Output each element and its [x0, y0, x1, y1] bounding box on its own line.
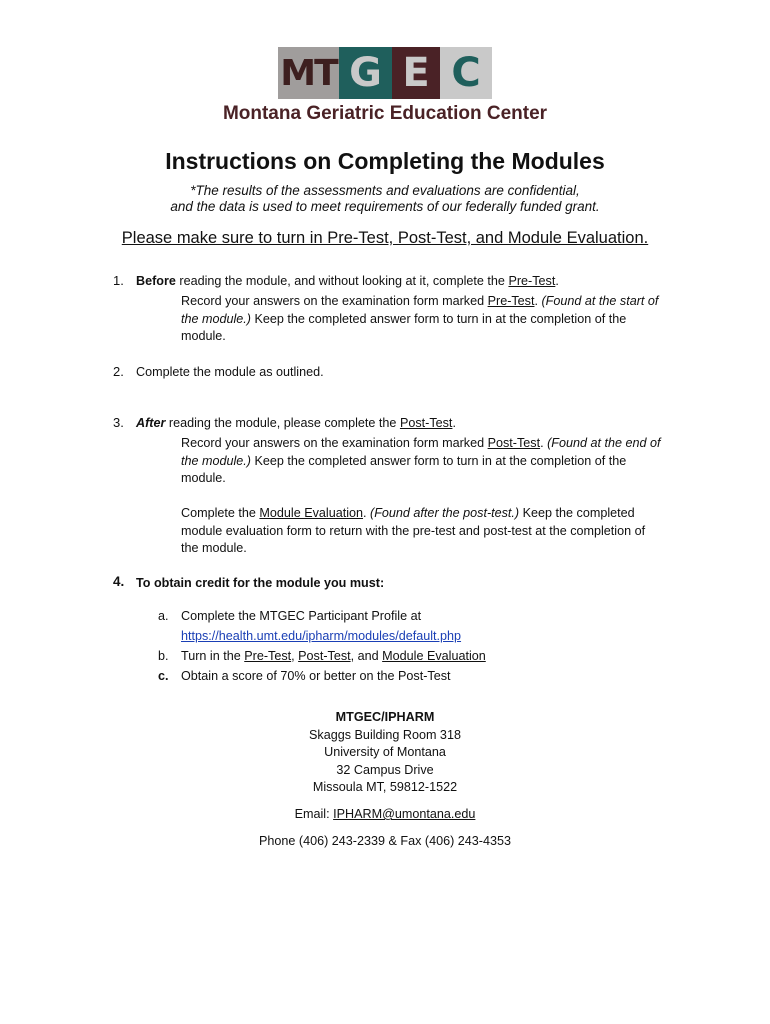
- item-b-sep-2: , and: [350, 649, 383, 663]
- step-4-heading: To obtain credit for the module you must:: [136, 576, 385, 590]
- step-2-number: 2.: [113, 364, 124, 379]
- contact-org: MTGEC/IPHARM: [335, 710, 435, 724]
- turn-in-banner: Please make sure to turn in Pre-Test, Post-Test, and Module Evaluation.: [121, 229, 649, 247]
- item-c-label: c.: [158, 669, 169, 683]
- page-title: Instructions on Completing the Modules: [165, 148, 605, 174]
- step-1-body: reading the module, and without looking at it, complete the: [175, 274, 509, 288]
- step-1-detail: [181, 293, 681, 346]
- email-label: Email:: [294, 807, 334, 821]
- post-test-link: Post-Test: [399, 416, 453, 430]
- item-b-pre-test: Pre-Test: [244, 649, 292, 663]
- logo-mt: MT: [278, 47, 339, 99]
- item-c-text: Obtain a score of 70% or better on the Post-Test: [181, 669, 451, 683]
- step-3-detail-d: module.: [181, 471, 226, 485]
- step-3-text: [136, 415, 456, 433]
- item-b-text: [181, 648, 486, 666]
- step-2-text: Complete the module as outlined.: [136, 365, 324, 379]
- item-b-label: b.: [158, 649, 169, 663]
- step-3-detail-italic-2: the module.): [181, 453, 252, 468]
- logo-e: E: [392, 47, 440, 99]
- participant-profile-link[interactable]: https://health.umt.edu/ipharm/modules/default.php: [181, 629, 462, 643]
- step-3-detail: [181, 435, 681, 488]
- item-b-post-test: Post-Test: [298, 649, 351, 663]
- step-1-detail-c: Keep the completed answer form to turn in at the completion of the: [251, 311, 627, 326]
- contact-email: [0, 806, 770, 824]
- step-3-end: .: [452, 416, 456, 430]
- step-3-detail-italic: (Found at the end of: [547, 436, 661, 450]
- item-a-text: Complete the MTGEC Participant Profile at: [181, 609, 422, 623]
- contact-building: Skaggs Building Room 318: [309, 728, 461, 742]
- step-3-detail-c: Keep the completed answer form to turn in at the completion of the: [251, 453, 627, 468]
- eval-line-3: the module.: [181, 541, 247, 555]
- logo-c: C: [440, 47, 492, 99]
- item-a-label: a.: [158, 609, 169, 623]
- step-1-detail-italic-2: the module.): [181, 311, 252, 326]
- step-1-detail-b: .: [534, 294, 542, 308]
- step-1-bold: Before: [136, 274, 176, 288]
- item-b-module-evaluation: Module Evaluation: [382, 649, 486, 663]
- contact-university: University of Montana: [324, 745, 446, 759]
- step-3-detail-link: Post-Test: [487, 436, 541, 450]
- contact-street: 32 Campus Drive: [336, 763, 434, 777]
- step-1-detail-italic: (Found at the start of: [541, 294, 659, 308]
- logo-g: G: [339, 47, 392, 99]
- eval-b: .: [363, 506, 371, 520]
- eval-a: Complete the: [181, 506, 260, 520]
- step-4-number: 4.: [113, 574, 125, 589]
- step-1-end: .: [555, 274, 559, 288]
- step-3-body: reading the module, please complete the: [165, 416, 400, 430]
- item-b-sep-1: ,: [291, 649, 299, 663]
- step-3-detail-b: .: [540, 436, 548, 450]
- step-3-detail-a: Record your answers on the examination form marked: [181, 436, 488, 450]
- contact-city: Missoula MT, 59812-1522: [312, 780, 458, 794]
- eval-line-2: module evaluation form to return with the pre-test and post-test at the completion of: [181, 523, 646, 538]
- step-1-detail-link: Pre-Test: [487, 294, 535, 308]
- step-1-text: [136, 273, 559, 291]
- note-line-1: *The results of the assessments and evaluations are confidential,: [190, 183, 580, 198]
- step-1-detail-a: Record your answers on the examination form marked: [181, 294, 488, 308]
- mtgec-logo: [278, 47, 492, 99]
- step-3-number: 3.: [113, 415, 124, 430]
- confidentiality-note: [0, 183, 770, 215]
- email-link[interactable]: IPHARM@umontana.edu: [333, 807, 476, 821]
- pre-test-link: Pre-Test: [508, 274, 556, 288]
- organization-name: Montana Geriatric Education Center: [222, 103, 548, 124]
- eval-c: Keep the completed: [519, 506, 635, 520]
- eval-italic: (Found after the post-test.): [370, 506, 520, 520]
- step-1-number: 1.: [113, 273, 124, 288]
- contact-phone: Phone (406) 243-2339 & Fax (406) 243-4353: [258, 834, 512, 848]
- step-1-detail-d: module.: [181, 329, 226, 343]
- item-b-intro: Turn in the: [181, 649, 245, 663]
- step-3-bold: After: [136, 416, 166, 430]
- step-3-evaluation: [181, 505, 681, 558]
- module-evaluation-link: Module Evaluation: [259, 506, 364, 520]
- note-line-2: and the data is used to meet requirements of our federally funded grant.: [170, 199, 600, 214]
